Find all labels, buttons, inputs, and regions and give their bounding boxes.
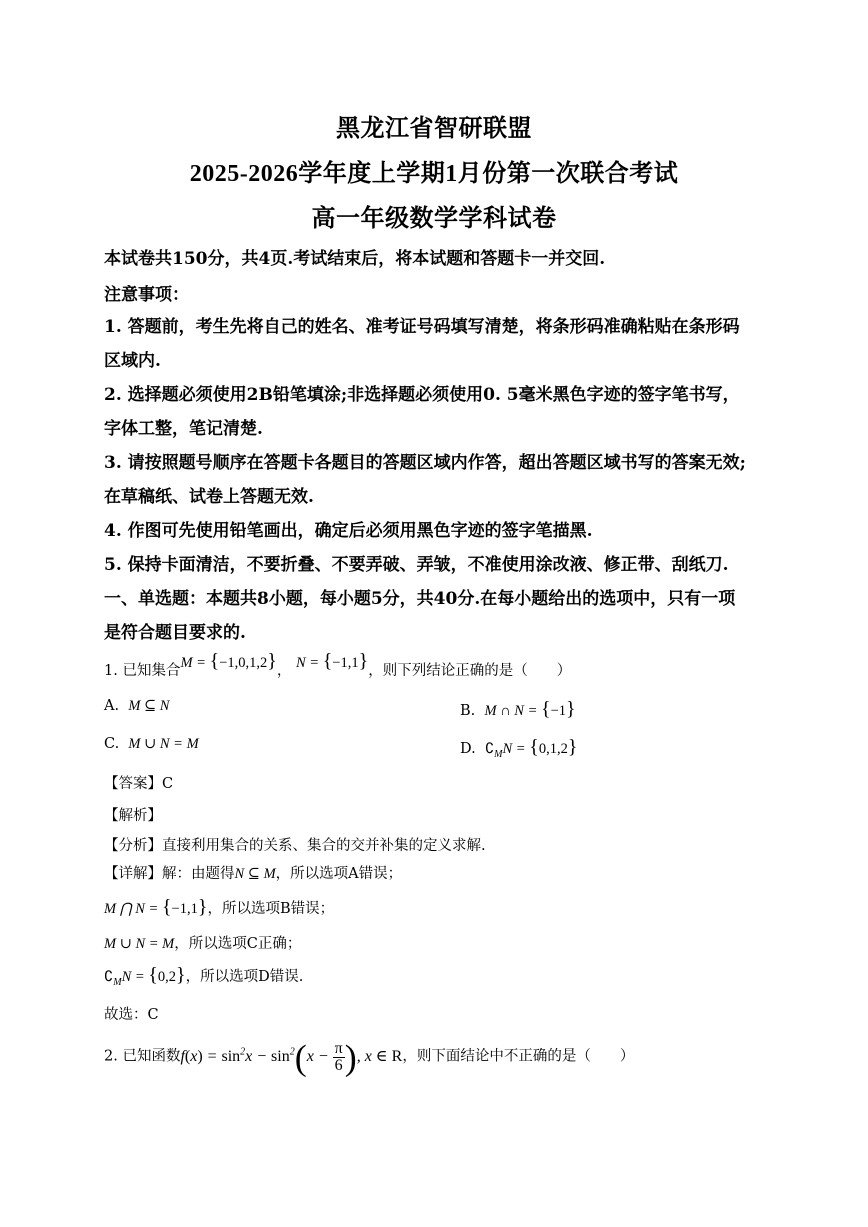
exam-title-alliance: 黑龙江省智研联盟: [336, 116, 532, 142]
option-d: D. $∁_MN = \{0,1,2\}$: [460, 736, 578, 760]
question-1: 1. 已知集合M = {−1,0,1,2}， N = {−1,1}，则下列结论正确的是（ ）: [104, 650, 572, 679]
option-c: C. M ∪ N = M: [104, 736, 199, 752]
analysis-label: 【解析】: [104, 808, 162, 824]
notice-line: 字体工整，笔记清楚.: [104, 419, 263, 439]
question-2: 2. 已知函数$f(x) = \sin^2x - \sin^2(x$ − $\frac{\pi}{6}$ ), x ∈ R，则下面结论中不正确的是（ ）: [104, 1037, 635, 1077]
option-a: A. M ⊆ N: [104, 698, 170, 714]
fenxi-text: 【分析】直接利用集合的关系、集合的交并补集的定义求解.: [104, 838, 486, 854]
exam-title-subject: 高一年级数学学科试卷: [311, 206, 557, 232]
exam-title-term: 2025-2026学年度上学期1月份第一次联合考试: [189, 161, 679, 187]
notice-line: 区域内.: [104, 351, 161, 371]
notice-line: 4. 作图可先使用铅笔画出，确定后必须用黑色字迹的签字笔描黑.: [104, 521, 593, 541]
section-heading: 是符合题目要求的.: [104, 623, 246, 643]
notice-line: 5. 保持卡面清洁，不要折叠、不要弄破、弄皱，不准使用涂改液、修正带、刮纸刀.: [104, 555, 729, 575]
detail-line-1: 【详解】解：由题得N ⊆ M，所以选项A错误；: [104, 866, 403, 882]
notice-line: 1. 答题前，考生先将自己的姓名、准考证号码填写清楚，将条形码准确粘贴在条形码: [104, 317, 740, 337]
detail-line-2: M ⋂ N = {−1,1}，所以选项B错误；: [104, 896, 335, 918]
notice-line: 2. 选择题必须使用2B铅笔填涂;非选择题必须使用0. 5毫米黑色字迹的签字笔书写，: [104, 385, 740, 405]
detail-line-3: M ∪ N = M，所以选项C正确；: [104, 936, 302, 952]
intro-text: 本试卷共150分，共4页.考试结束后，将本试题和答题卡一并交回.: [104, 249, 606, 269]
notice-line: 3. 请按照题号顺序在答题卡各题目的答题区域内作答，超出答题区域书写的答案无效;: [104, 453, 746, 473]
option-b: B. M ∩ N = {−1}: [460, 698, 576, 720]
detail-line-4: $∁_MN = \{0,2\}$，所以选项D错误.: [104, 964, 304, 988]
conclusion-text: 故选：C: [104, 1007, 159, 1023]
notice-title: 注意事项：: [104, 285, 189, 305]
section-heading: 一、单选题：本题共8小题，每小题5分，共40分.在每小题给出的选项中，只有一项: [104, 589, 736, 609]
notice-line: 在草稿纸、试卷上答题无效.: [104, 487, 314, 507]
answer-label: 【答案】C: [104, 776, 174, 792]
